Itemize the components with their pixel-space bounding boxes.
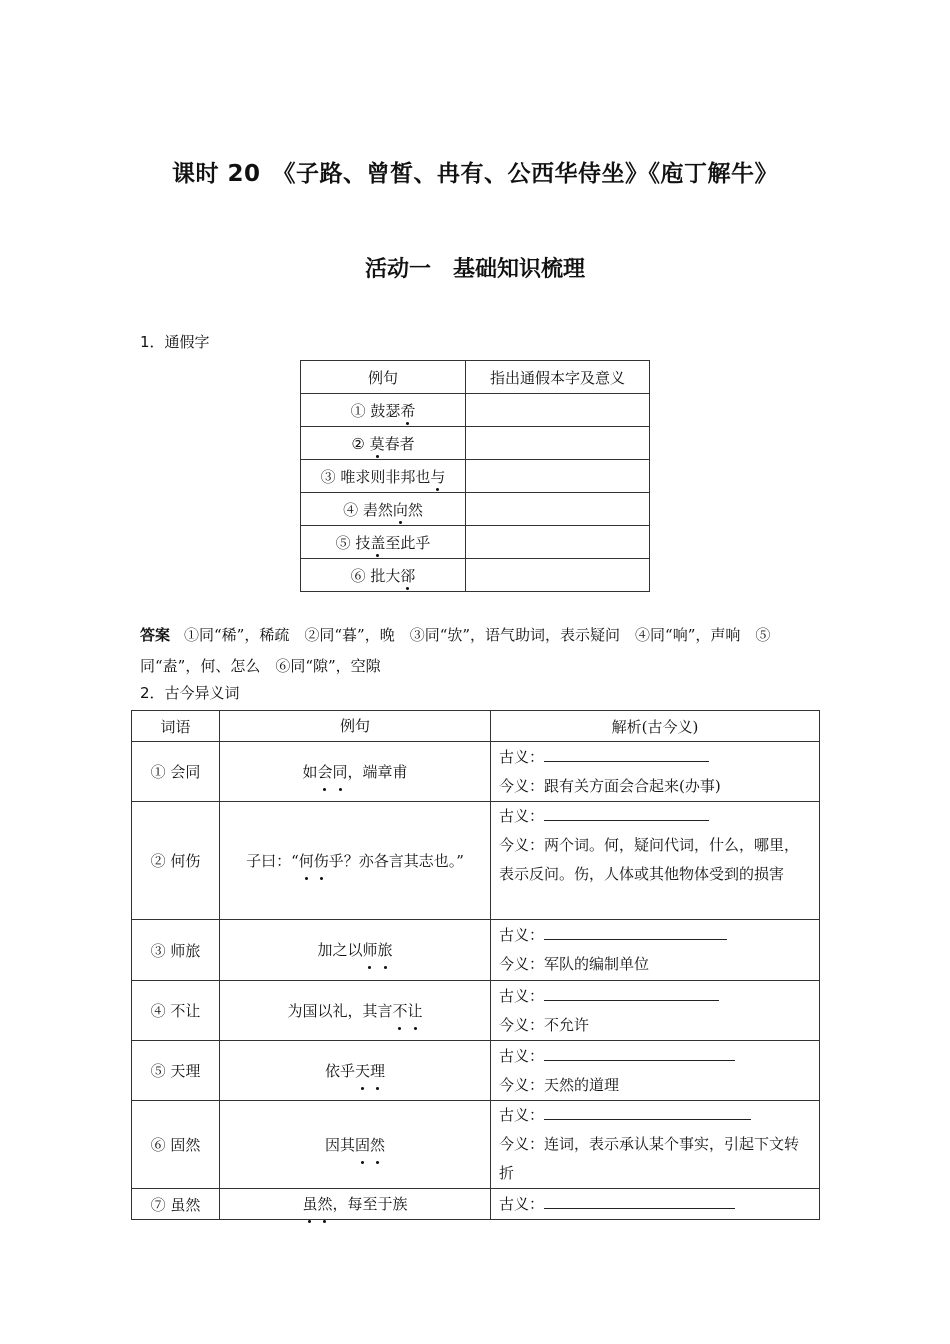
jin-yi-text: 军队的编制单位 bbox=[544, 955, 650, 973]
example-cell bbox=[301, 559, 466, 592]
word-cell: ⑦ 虽然 bbox=[132, 1189, 220, 1220]
jin-yi-label: 今义： bbox=[499, 955, 545, 973]
row-number: ③ bbox=[320, 467, 336, 486]
dotted-char: 与 bbox=[430, 467, 446, 486]
table-row bbox=[132, 1189, 820, 1220]
analysis-cell bbox=[491, 802, 820, 920]
jin-yi-label: 今义： bbox=[499, 1135, 545, 1153]
answer-block bbox=[140, 620, 820, 682]
answer-text: ①同“稀”，稀疏 ②同“暮”，晚 ③同“欤”，语气助词，表示疑问 ④同“响”，声响 ⑤同“盍”，何、怎么 ⑥同“隙”，空隙 bbox=[140, 626, 771, 675]
jin-yi-line bbox=[499, 772, 811, 801]
header-cell: 解析(古今义) bbox=[491, 711, 820, 742]
table-row bbox=[132, 742, 820, 802]
jin-yi-text: 跟有关方面会合起来(办事) bbox=[544, 776, 721, 795]
gu-yi-label: 古义： bbox=[499, 747, 545, 766]
jin-yi-text: 不允许 bbox=[544, 1015, 590, 1034]
row-number: ② bbox=[351, 434, 365, 453]
jin-yi-line bbox=[499, 831, 811, 889]
answer-cell[interactable] bbox=[466, 559, 650, 592]
fill-blank[interactable] bbox=[544, 745, 709, 762]
gu-yi-label: 古义： bbox=[499, 1106, 545, 1124]
table-row bbox=[301, 394, 650, 427]
dotted-word bbox=[302, 1195, 332, 1213]
answer-cell[interactable] bbox=[466, 460, 650, 493]
gu-yi-line bbox=[499, 982, 811, 1011]
dotted-char: 盖 bbox=[370, 533, 386, 552]
page-title: 课时 20 《子路、曾皙、冉有、公西华侍坐》《庖丁解牛》 bbox=[171, 161, 778, 187]
header-cell: 例句 bbox=[301, 361, 466, 394]
example-cell bbox=[301, 427, 466, 460]
word-cell: ④ 不让 bbox=[132, 981, 220, 1041]
dotted-word bbox=[355, 1136, 385, 1154]
row-number: ① bbox=[350, 401, 366, 420]
jin-yi-label: 今义： bbox=[499, 1015, 545, 1034]
emphasis-dot-char: 然 bbox=[317, 1189, 332, 1219]
example-cell bbox=[301, 394, 466, 427]
table-row bbox=[132, 802, 820, 920]
emphasis-dot-char: 不 bbox=[392, 996, 407, 1026]
analysis-cell bbox=[491, 742, 820, 802]
dotted-char: 希 bbox=[400, 401, 416, 420]
fill-blank[interactable] bbox=[544, 923, 727, 940]
jin-yi-line bbox=[499, 1130, 811, 1188]
example-cell bbox=[301, 460, 466, 493]
example-text: 子曰：“ bbox=[246, 851, 299, 870]
fill-blank[interactable] bbox=[544, 1044, 735, 1061]
example-text: 砉然 bbox=[362, 500, 393, 519]
example-text: 乎？亦各言其志也。” bbox=[328, 851, 464, 870]
dotted-char: 莫 bbox=[369, 434, 385, 453]
gu-yi-line bbox=[499, 1042, 811, 1071]
activity-heading: 活动一 基础知识梳理 bbox=[364, 257, 585, 282]
gu-yi-line bbox=[499, 743, 811, 772]
example-cell bbox=[220, 981, 491, 1041]
analysis-cell bbox=[491, 1189, 820, 1220]
gu-yi-label: 古义： bbox=[499, 1046, 545, 1065]
gu-yi-line bbox=[499, 1101, 811, 1130]
table-row bbox=[132, 981, 820, 1041]
example-text: 至此乎 bbox=[385, 533, 431, 552]
header-cell: 指出通假本字及意义 bbox=[466, 361, 650, 394]
fill-blank[interactable] bbox=[544, 1192, 735, 1209]
table-row bbox=[301, 526, 650, 559]
gu-yi-line bbox=[499, 1190, 811, 1219]
example-text: 如 bbox=[302, 762, 318, 781]
emphasis-dot-char: 让 bbox=[408, 996, 423, 1026]
jin-yi-text: 两个词。何，疑问代词，什么，哪里，表示反问。伤，人体或其他物体受到的损害 bbox=[499, 836, 800, 883]
emphasis-dot-char: 理 bbox=[370, 1056, 385, 1086]
example-text: 批大 bbox=[370, 566, 401, 585]
answer-label: 答案 bbox=[140, 626, 171, 644]
example-cell bbox=[220, 920, 491, 981]
example-text: 依乎 bbox=[324, 1061, 355, 1080]
example-cell bbox=[220, 1041, 491, 1101]
example-cell bbox=[220, 802, 491, 920]
table-row bbox=[301, 427, 650, 460]
dotted-word bbox=[392, 1002, 422, 1020]
table-row bbox=[301, 559, 650, 592]
word-cell: ② 何伤 bbox=[132, 802, 220, 920]
emphasis-dot-char: 伤 bbox=[314, 846, 329, 876]
example-text: 为国以礼，其言 bbox=[287, 1001, 393, 1020]
emphasis-dot-char: 然 bbox=[370, 1130, 385, 1160]
emphasis-dot-char: 同 bbox=[333, 757, 348, 787]
word-cell: ⑤ 天理 bbox=[132, 1041, 220, 1101]
jin-yi-label: 今义： bbox=[499, 1075, 545, 1094]
table-row bbox=[301, 460, 650, 493]
emphasis-dot-char: 天 bbox=[355, 1056, 370, 1086]
example-cell bbox=[220, 1101, 491, 1189]
jin-yi-line bbox=[499, 1071, 811, 1100]
example-cell bbox=[220, 742, 491, 802]
dotted-char: 郤 bbox=[400, 566, 416, 585]
dotted-word bbox=[317, 763, 347, 781]
dotted-char: 向 bbox=[392, 500, 408, 519]
table-row bbox=[132, 920, 820, 981]
gu-yi-line bbox=[499, 802, 811, 831]
emphasis-dot-char: 会 bbox=[317, 757, 332, 787]
header-cell: 例句 bbox=[220, 711, 491, 742]
example-text: ，每至于族 bbox=[332, 1195, 408, 1213]
fill-blank[interactable] bbox=[544, 984, 719, 1001]
fill-blank[interactable] bbox=[544, 804, 709, 821]
analysis-cell bbox=[491, 1041, 820, 1101]
gu-yi-label: 古义： bbox=[499, 926, 545, 944]
analysis-cell bbox=[491, 1101, 820, 1189]
example-text: 春者 bbox=[384, 434, 415, 453]
answer-cell[interactable] bbox=[466, 526, 650, 559]
jin-yi-line bbox=[499, 950, 811, 979]
jin-yi-label: 今义： bbox=[499, 776, 545, 795]
example-text: 鼓瑟 bbox=[370, 401, 401, 420]
example-cell bbox=[301, 526, 466, 559]
row-number: ⑥ bbox=[350, 566, 366, 585]
row-number: ④ bbox=[343, 500, 359, 519]
answer-cell[interactable] bbox=[466, 394, 650, 427]
answer-cell[interactable] bbox=[466, 493, 650, 526]
table-header-row bbox=[132, 711, 820, 742]
analysis-cell bbox=[491, 981, 820, 1041]
tongjiazi-table bbox=[300, 360, 650, 592]
gu-yi-label: 古义： bbox=[499, 986, 545, 1005]
emphasis-dot-char: 师 bbox=[362, 935, 377, 965]
answer-cell[interactable] bbox=[466, 427, 650, 460]
gu-yi-line bbox=[499, 921, 811, 950]
dotted-word bbox=[355, 1062, 385, 1080]
table-row bbox=[301, 493, 650, 526]
row-number: ⑤ bbox=[335, 533, 351, 552]
example-text: 然 bbox=[407, 500, 423, 519]
word-cell: ① 会同 bbox=[132, 742, 220, 802]
section-heading-tongjiazi: 1．通假字 bbox=[140, 333, 210, 351]
table-header-row bbox=[301, 361, 650, 394]
example-text: ，端章甫 bbox=[347, 762, 408, 781]
section-heading-gujinyiyi: 2．古今异义词 bbox=[140, 684, 240, 702]
table-row bbox=[132, 1041, 820, 1101]
word-cell: ③ 师旅 bbox=[132, 920, 220, 981]
emphasis-dot-char: 虽 bbox=[302, 1189, 317, 1219]
jin-yi-line bbox=[499, 1011, 811, 1040]
analysis-cell bbox=[491, 920, 820, 981]
emphasis-dot-char: 何 bbox=[299, 846, 314, 876]
example-text: 因其 bbox=[324, 1135, 355, 1154]
dotted-word bbox=[299, 852, 329, 870]
fill-blank[interactable] bbox=[544, 1103, 751, 1120]
gujinyiyi-table bbox=[131, 710, 820, 1220]
jin-yi-label: 今义： bbox=[499, 836, 545, 854]
example-cell bbox=[301, 493, 466, 526]
gu-yi-label: 古义： bbox=[499, 1194, 545, 1213]
jin-yi-text: 天然的道理 bbox=[544, 1075, 620, 1094]
header-cell: 词语 bbox=[132, 711, 220, 742]
dotted-word bbox=[362, 941, 392, 959]
emphasis-dot-char: 旅 bbox=[378, 935, 393, 965]
example-text: 加之以 bbox=[317, 941, 363, 959]
emphasis-dot-char: 固 bbox=[355, 1130, 370, 1160]
example-cell bbox=[220, 1189, 491, 1220]
gu-yi-label: 古义： bbox=[499, 807, 545, 825]
jin-yi-text: 连词，表示承认某个事实，引起下文转折 bbox=[499, 1135, 800, 1182]
table-row bbox=[132, 1101, 820, 1189]
example-text: 技 bbox=[355, 533, 371, 552]
word-cell: ⑥ 固然 bbox=[132, 1101, 220, 1189]
example-text: 唯求则非邦也 bbox=[340, 467, 431, 486]
